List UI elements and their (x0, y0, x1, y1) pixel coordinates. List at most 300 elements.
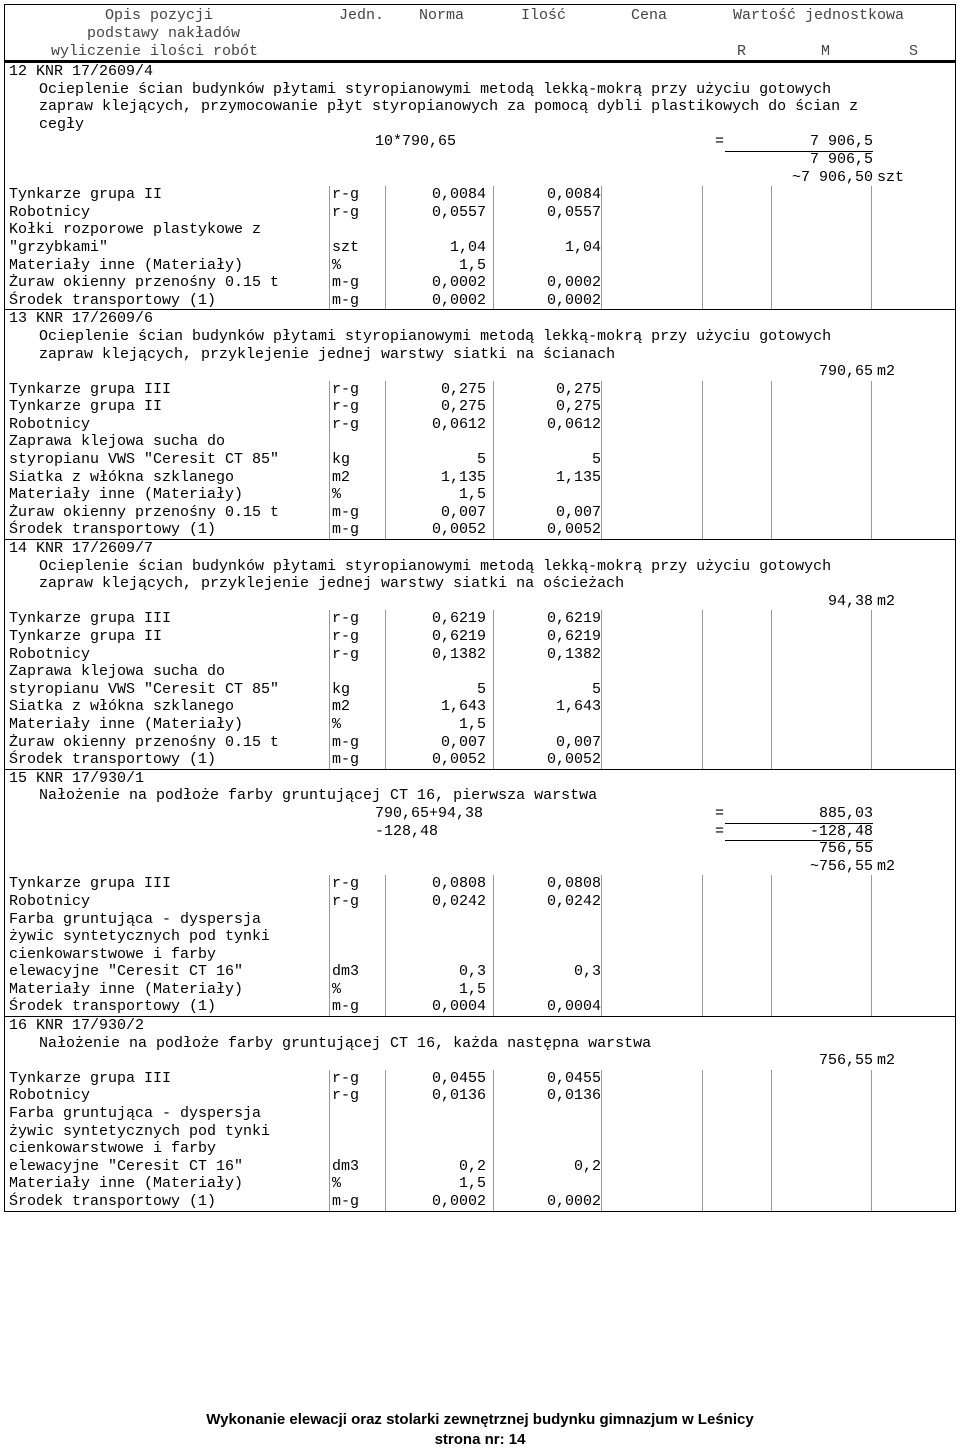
resource-value-r (771, 1175, 872, 1193)
resource-value-m (871, 946, 957, 964)
resource-value-m (871, 998, 957, 1016)
calc-value: 7 906,5 (725, 133, 873, 152)
resource-price (601, 486, 703, 504)
resource-value-m (871, 486, 957, 504)
resource-quantity: 0,0052 (493, 521, 601, 539)
resource-quantity (493, 1140, 601, 1158)
resource-norm: 0,0808 (385, 875, 486, 893)
resource-price (601, 1140, 703, 1158)
resource-name: Materiały inne (Materiały) (9, 1175, 244, 1193)
resource-price (601, 186, 703, 204)
header-ilosc: Ilość (521, 7, 567, 24)
resource-row (5, 751, 955, 769)
resource-norm: 0,2 (385, 1158, 486, 1176)
resource-name: Tynkarze grupa II (9, 186, 163, 204)
resource-unit: kg (329, 681, 350, 699)
resource-quantity: 0,0455 (493, 1070, 601, 1088)
resource-value-r (771, 257, 872, 275)
resource-quantity: 0,007 (493, 734, 601, 752)
resource-price (601, 1158, 703, 1176)
resource-unit: m-g (329, 734, 359, 752)
resource-value-r (771, 1193, 872, 1211)
resource-unit: r-g (329, 646, 359, 664)
resource-norm: 5 (385, 451, 486, 469)
resource-quantity: 0,0612 (493, 416, 601, 434)
resource-row (5, 698, 955, 716)
resource-value-m (871, 1158, 957, 1176)
resource-norm: 0,1382 (385, 646, 486, 664)
resource-value-r (771, 1070, 872, 1088)
resource-value-r (771, 1105, 872, 1123)
resource-quantity: 0,0052 (493, 751, 601, 769)
resource-value-r (771, 734, 872, 752)
resource-unit (329, 928, 332, 946)
position-description-line (5, 575, 955, 593)
resource-quantity: 0,0084 (493, 186, 601, 204)
calc-line (5, 858, 955, 876)
calc-expression: -128,48 (375, 822, 439, 840)
resource-value-r (771, 875, 872, 893)
resource-value-r (771, 893, 872, 911)
resource-price (601, 751, 703, 769)
resource-norm (385, 1105, 486, 1123)
calc-equals: = (715, 133, 725, 151)
resource-price (601, 398, 703, 416)
resource-price (601, 1123, 703, 1141)
resource-quantity (493, 911, 601, 929)
resource-price (601, 292, 703, 310)
header-opis: Opis pozycji (105, 7, 214, 24)
resource-name: Tynkarze grupa II (9, 398, 163, 416)
resource-name: Środek transportowy (1) (9, 998, 217, 1016)
resource-row (5, 716, 955, 734)
resource-unit: m2 (329, 469, 350, 487)
resource-price (601, 998, 703, 1016)
resource-value-m (871, 1070, 957, 1088)
resource-value-r (771, 1158, 872, 1176)
resource-value-r (771, 204, 872, 222)
resource-value-r (771, 698, 872, 716)
resource-norm (385, 946, 486, 964)
resource-row (5, 274, 955, 292)
calc-unit: m2 (877, 857, 896, 875)
calc-line (5, 840, 955, 858)
resource-value-r (771, 239, 872, 257)
resource-row (5, 963, 955, 981)
resource-name: Robotnicy (9, 892, 91, 910)
resource-norm: 5 (385, 681, 486, 699)
calc-value: ~756,55 (809, 857, 873, 875)
resource-value-m (871, 381, 957, 399)
calc-equals: = (715, 822, 725, 840)
resource-value-r (771, 610, 872, 628)
resource-price (601, 716, 703, 734)
resource-norm: 1,5 (385, 486, 486, 504)
resource-price (601, 381, 703, 399)
resource-norm (385, 1140, 486, 1158)
footer-page (0, 1430, 960, 1450)
calc-line (5, 823, 955, 841)
resource-name: Kołki rozporowe plastykowe z (9, 221, 262, 239)
resource-name: Środek transportowy (1) (9, 291, 217, 309)
resource-quantity (493, 928, 601, 946)
resource-norm: 0,0002 (385, 292, 486, 310)
resource-value-r (771, 716, 872, 734)
resource-unit (329, 433, 332, 451)
calc-expression: 10*790,65 (375, 133, 457, 151)
resource-value-m (871, 1087, 957, 1105)
resource-name: Tynkarze grupa III (9, 1069, 172, 1087)
resource-name: Środek transportowy (1) (9, 521, 217, 539)
resource-value-m (871, 504, 957, 522)
resource-price (601, 451, 703, 469)
resource-price (601, 1087, 703, 1105)
resource-unit: r-g (329, 628, 359, 646)
resource-value-m (871, 257, 957, 275)
resource-value-m (871, 751, 957, 769)
resource-value-r (771, 504, 872, 522)
resource-value-m (871, 398, 957, 416)
position-id: 16 KNR 17/930/2 (9, 1017, 145, 1035)
resource-name: Żuraw okienny przenośny 0.15 t (9, 503, 280, 521)
resource-quantity: 0,6219 (493, 628, 601, 646)
resource-quantity (493, 981, 601, 999)
resource-row (5, 628, 955, 646)
position-description-line (5, 1035, 955, 1053)
resource-name: Farba gruntująca - dyspersja (9, 1105, 262, 1123)
resource-norm (385, 663, 486, 681)
resource-price (601, 893, 703, 911)
resource-row (5, 928, 955, 946)
resource-name: Środek transportowy (1) (9, 751, 217, 769)
resource-row (5, 381, 955, 399)
position-description: Nałożenie na podłoże farby gruntującej CT 16, pierwsza warstwa (39, 787, 598, 805)
resource-value-r (771, 486, 872, 504)
resource-name: Siatka z włókna szklanego (9, 468, 235, 486)
resource-value-m (871, 734, 957, 752)
resource-row (5, 221, 955, 239)
resource-quantity: 0,275 (493, 381, 601, 399)
resource-norm: 0,0612 (385, 416, 486, 434)
resource-unit: r-g (329, 1087, 359, 1105)
position-description: zapraw klejących, przyklejenie jednej warstwy siatki na ścianach (39, 345, 616, 363)
resource-value-m (871, 1140, 957, 1158)
resource-quantity (493, 433, 601, 451)
resource-value-m (871, 274, 957, 292)
position-description-line (5, 346, 955, 364)
resource-value-m (871, 981, 957, 999)
header-r: R (737, 43, 747, 60)
resource-name: elewacyjne "Ceresit CT 16" (9, 963, 244, 981)
resource-unit (329, 946, 332, 964)
calc-unit: szt (877, 168, 905, 186)
resource-quantity: 0,1382 (493, 646, 601, 664)
resource-row (5, 946, 955, 964)
resource-quantity: 0,3 (493, 963, 601, 981)
resource-value-r (771, 628, 872, 646)
resource-quantity: 1,643 (493, 698, 601, 716)
resource-norm: 0,0052 (385, 521, 486, 539)
resource-value-r (771, 663, 872, 681)
resource-value-r (771, 946, 872, 964)
calc-unit: m2 (877, 592, 896, 610)
calc-line (5, 133, 955, 151)
resource-row (5, 1175, 955, 1193)
header-m: M (821, 43, 831, 60)
resource-norm: 1,643 (385, 698, 486, 716)
resource-norm: 0,6219 (385, 628, 486, 646)
resource-name: cienkowarstwowe i farby (9, 1140, 217, 1158)
resource-unit: m-g (329, 1193, 359, 1211)
resource-unit: m-g (329, 274, 359, 292)
resource-norm: 0,0242 (385, 893, 486, 911)
resource-row (5, 681, 955, 699)
resource-unit: r-g (329, 416, 359, 434)
resource-norm (385, 1123, 486, 1141)
calc-value: ~7 906,50 (791, 168, 873, 186)
resource-value-r (771, 998, 872, 1016)
resource-value-m (871, 204, 957, 222)
position-id: 13 KNR 17/2609/6 (9, 310, 154, 328)
resource-unit: kg (329, 451, 350, 469)
resource-value-r (771, 751, 872, 769)
resource-row (5, 1105, 955, 1123)
resource-quantity (493, 946, 601, 964)
resource-quantity: 0,6219 (493, 610, 601, 628)
resource-row (5, 204, 955, 222)
calc-line (5, 805, 955, 823)
resource-name: Siatka z włókna szklanego (9, 698, 235, 716)
resource-unit: r-g (329, 875, 359, 893)
resource-price (601, 221, 703, 239)
resource-price (601, 469, 703, 487)
resource-quantity: 5 (493, 451, 601, 469)
resource-price (601, 204, 703, 222)
resource-row (5, 1158, 955, 1176)
header-norma: Norma (419, 7, 465, 24)
resource-name: żywic syntetycznych pod tynki (9, 1122, 271, 1140)
resource-value-m (871, 716, 957, 734)
calc-expression: 790,65+94,38 (375, 804, 484, 822)
resource-value-m (871, 186, 957, 204)
resource-unit: r-g (329, 610, 359, 628)
header-wartosc: Wartość jednostkowa (733, 7, 905, 24)
resource-name: styropianu VWS "Ceresit CT 85" (9, 680, 280, 698)
resource-unit: r-g (329, 1070, 359, 1088)
resource-unit (329, 1105, 332, 1123)
resource-norm: 0,0455 (385, 1070, 486, 1088)
header-s: S (909, 43, 919, 60)
calc-line (5, 363, 955, 381)
resource-unit: dm3 (329, 1158, 359, 1176)
resource-unit: dm3 (329, 963, 359, 981)
resource-price (601, 257, 703, 275)
resource-name: Robotnicy (9, 645, 91, 663)
resource-price (601, 521, 703, 539)
resource-norm: 0,3 (385, 963, 486, 981)
resource-value-m (871, 433, 957, 451)
resource-value-m (871, 1175, 957, 1193)
calc-value: 756,55 (818, 840, 873, 858)
resource-name: Tynkarze grupa II (9, 628, 163, 645)
resource-name: cienkowarstwowe i farby (9, 945, 217, 963)
resource-quantity: 1,135 (493, 469, 601, 487)
resource-value-m (871, 1105, 957, 1123)
resource-price (601, 628, 703, 646)
resource-quantity (493, 221, 601, 239)
resource-row (5, 1140, 955, 1158)
header-jedn: Jedn. (339, 7, 385, 24)
resource-value-m (871, 1123, 957, 1141)
resource-quantity: 0,0002 (493, 292, 601, 310)
resource-price (601, 416, 703, 434)
resource-price (601, 1105, 703, 1123)
resource-quantity: 0,0242 (493, 893, 601, 911)
resource-quantity: 0,2 (493, 1158, 601, 1176)
resource-norm: 0,007 (385, 504, 486, 522)
resource-name: Zaprawa klejowa sucha do (9, 433, 226, 451)
page-footer (0, 1410, 960, 1450)
resource-value-m (871, 681, 957, 699)
resource-value-r (771, 381, 872, 399)
resource-unit: r-g (329, 893, 359, 911)
resource-price (601, 274, 703, 292)
resource-value-r (771, 981, 872, 999)
calc-line (5, 151, 955, 169)
resource-name: żywic syntetycznych pod tynki (9, 928, 271, 946)
resource-row (5, 1123, 955, 1141)
resource-value-m (871, 893, 957, 911)
resource-price (601, 433, 703, 451)
resource-unit: m-g (329, 504, 359, 522)
resource-quantity: 0,275 (493, 398, 601, 416)
resource-value-m (871, 521, 957, 539)
resource-name: styropianu VWS "Ceresit CT 85" (9, 451, 280, 469)
resource-price (601, 610, 703, 628)
resource-norm: 1,5 (385, 716, 486, 734)
footer-title: Wykonanie elewacji oraz stolarki zewnętrznej budynku gimnazjum w Leśnicy (206, 1411, 754, 1428)
resource-value-m (871, 875, 957, 893)
resource-quantity: 1,04 (493, 239, 601, 257)
resource-price (601, 504, 703, 522)
resource-unit (329, 911, 332, 929)
position-description-line (5, 116, 955, 134)
position-description-line (5, 81, 955, 99)
resource-norm: 1,5 (385, 257, 486, 275)
resource-price (601, 239, 703, 257)
calc-unit: m2 (877, 1052, 896, 1070)
resource-value-m (871, 911, 957, 929)
resource-name: Materiały inne (Materiały) (9, 256, 244, 274)
table-body (4, 62, 956, 1212)
resource-unit: % (329, 257, 341, 275)
resource-norm: 0,0002 (385, 274, 486, 292)
resource-row (5, 469, 955, 487)
resource-norm: 1,04 (385, 239, 486, 257)
resource-value-r (771, 963, 872, 981)
position-description-line (5, 558, 955, 576)
resource-value-m (871, 928, 957, 946)
resource-price (601, 681, 703, 699)
resource-price (601, 963, 703, 981)
resource-value-r (771, 292, 872, 310)
resource-quantity: 0,0002 (493, 1193, 601, 1211)
resource-row (5, 1070, 955, 1088)
resource-unit: m-g (329, 292, 359, 310)
resource-name: Materiały inne (Materiały) (9, 486, 244, 504)
resource-unit: m-g (329, 751, 359, 769)
resource-norm: 0,0136 (385, 1087, 486, 1105)
resource-unit: r-g (329, 186, 359, 204)
position-description: Ocieplenie ścian budynków płytami styropianowymi metodą lekką-mokrą przy użyciu gotowych (39, 557, 832, 575)
resource-value-m (871, 239, 957, 257)
resource-row (5, 1087, 955, 1105)
resource-norm: 1,5 (385, 1175, 486, 1193)
resource-unit: m-g (329, 998, 359, 1016)
resource-price (601, 981, 703, 999)
resource-value-r (771, 911, 872, 929)
position-id: 14 KNR 17/2609/7 (9, 540, 154, 558)
resource-quantity (493, 1175, 601, 1193)
resource-quantity: 0,0557 (493, 204, 601, 222)
resource-price (601, 946, 703, 964)
resource-unit: r-g (329, 398, 359, 416)
resource-norm (385, 221, 486, 239)
resource-value-r (771, 416, 872, 434)
cost-estimate-page (4, 4, 956, 1212)
resource-quantity: 0,0136 (493, 1087, 601, 1105)
resource-value-m (871, 698, 957, 716)
resource-value-m (871, 646, 957, 664)
resource-row (5, 981, 955, 999)
resource-value-r (771, 186, 872, 204)
resource-row (5, 911, 955, 929)
position-id: 15 KNR 17/930/1 (9, 769, 145, 787)
resource-price (601, 1175, 703, 1193)
resource-row (5, 734, 955, 752)
calc-line (5, 593, 955, 611)
resource-name: Materiały inne (Materiały) (9, 980, 244, 998)
position-description: Nałożenie na podłoże farby gruntującej CT 16, każda następna warstwa (39, 1034, 652, 1052)
resource-value-r (771, 681, 872, 699)
resource-value-m (871, 628, 957, 646)
resource-quantity (493, 1123, 601, 1141)
resource-norm: 0,0557 (385, 204, 486, 222)
resource-norm (385, 433, 486, 451)
resource-quantity (493, 1105, 601, 1123)
resource-value-m (871, 610, 957, 628)
resource-price (601, 875, 703, 893)
position-description-line (5, 98, 955, 116)
resource-unit: r-g (329, 204, 359, 222)
footer-page-number: 14 (508, 1431, 526, 1448)
position-description: Ocieplenie ścian budynków płytami styropianowymi metodą lekką-mokrą przy użyciu gotowych (39, 327, 832, 345)
resource-row (5, 398, 955, 416)
resource-norm: 0,6219 (385, 610, 486, 628)
resource-norm: 0,275 (385, 398, 486, 416)
calc-value: 790,65 (818, 363, 873, 381)
resource-name: Żuraw okienny przenośny 0.15 t (9, 274, 280, 292)
resource-row (5, 292, 955, 310)
resource-row (5, 610, 955, 628)
resource-row (5, 646, 955, 664)
calc-equals: = (715, 804, 725, 822)
resource-unit: szt (329, 239, 359, 257)
resource-quantity: 5 (493, 681, 601, 699)
resource-name: Robotnicy (9, 415, 91, 433)
position-description: cegły (39, 115, 85, 133)
resource-unit (329, 1123, 332, 1141)
